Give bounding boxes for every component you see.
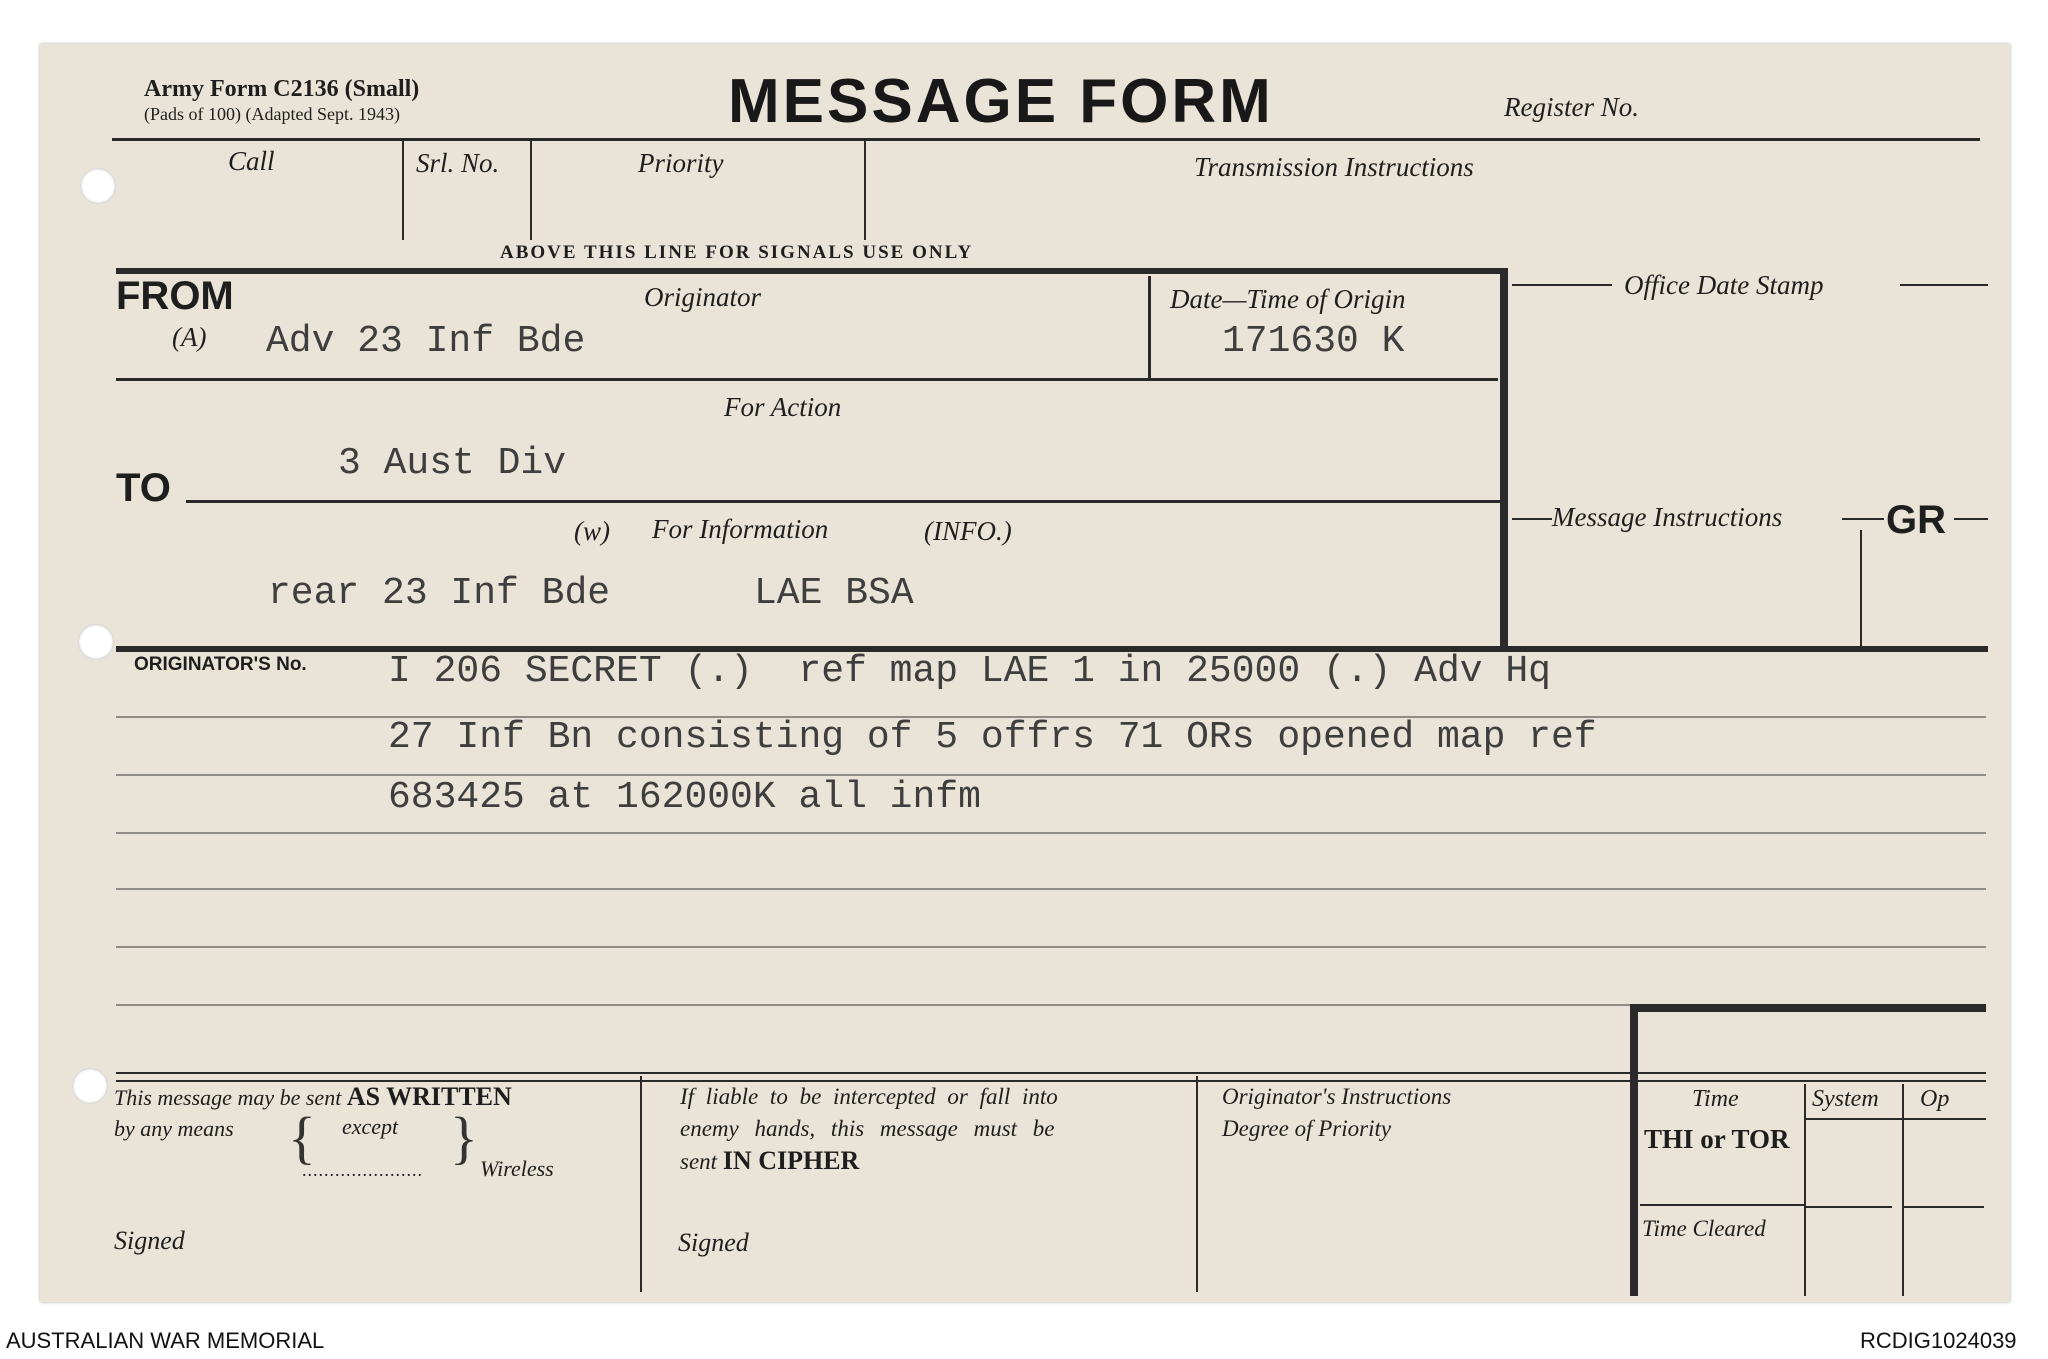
message-line-1: I 206 SECRET (.) ref map LAE 1 in 25000 (.) Adv Hq bbox=[388, 650, 1551, 693]
stamp-rule-left bbox=[1512, 284, 1612, 286]
footer-rule-1 bbox=[116, 1072, 1986, 1074]
msg-instr-rule-mid bbox=[1842, 518, 1884, 520]
archive-caption-right: RCDIG1024039 bbox=[1860, 1328, 2017, 1353]
signals-divider-1 bbox=[402, 140, 404, 240]
army-form-sub: (Pads of 100) (Adapted Sept. 1943) bbox=[144, 104, 400, 124]
time-col-divider-2 bbox=[1902, 1084, 1904, 1296]
msg-instr-rule-right bbox=[1954, 518, 1988, 520]
w-label: (w) bbox=[574, 516, 610, 546]
to-label: TO bbox=[116, 466, 171, 510]
originators-no-label: ORIGINATOR'S No. bbox=[134, 654, 307, 675]
stamp-rule-right bbox=[1900, 284, 1988, 286]
date-time-of-origin-label: Date—Time of Origin bbox=[1170, 284, 1406, 314]
from-label: FROM bbox=[116, 274, 234, 318]
time-mid-rule-1 bbox=[1640, 1204, 1804, 1206]
except-label: except bbox=[342, 1114, 399, 1139]
army-form-label: Army Form C2136 (Small) bbox=[144, 76, 420, 102]
message-instructions-label: Message Instructions bbox=[1552, 502, 1783, 532]
in-cipher-label: IN CIPHER bbox=[722, 1146, 860, 1175]
info-value-rear-bde: rear 23 Inf Bde bbox=[268, 572, 611, 615]
footer-divider-2 bbox=[1196, 1076, 1198, 1292]
left-brace: { bbox=[288, 1105, 316, 1170]
call-label: Call bbox=[228, 146, 275, 176]
from-box-top bbox=[116, 268, 1508, 274]
punch-hole-middle bbox=[78, 624, 114, 660]
cipher-text-line2: enemy hands, this message must be bbox=[680, 1116, 1055, 1141]
originator-value: Adv 23 Inf Bde bbox=[266, 320, 586, 363]
msg-instr-rule-left bbox=[1512, 518, 1552, 520]
message-rule-4 bbox=[116, 888, 1986, 890]
form-title: MESSAGE FORM bbox=[728, 67, 1274, 136]
system-label: System bbox=[1812, 1086, 1879, 1112]
info-value-lae-bsa: LAE BSA bbox=[754, 572, 914, 615]
for-action-label: For Action bbox=[724, 392, 842, 422]
time-col-divider-1 bbox=[1804, 1084, 1806, 1296]
header-rule bbox=[112, 138, 1980, 141]
time-box-top-bar bbox=[1630, 1004, 1986, 1012]
cipher-sent-label: sent bbox=[680, 1149, 718, 1174]
from-box-bottom bbox=[116, 378, 1498, 381]
priority-label: Priority bbox=[638, 148, 724, 178]
stamp-area-divider bbox=[1500, 270, 1508, 650]
time-header-rule bbox=[1806, 1118, 1986, 1120]
srl-no-label: Srl. No. bbox=[416, 148, 500, 178]
message-line-2: 27 Inf Bn consisting of 5 offrs 71 ORs opened map ref bbox=[388, 716, 1597, 759]
right-brace: } bbox=[450, 1105, 478, 1170]
a-label: (A) bbox=[172, 322, 207, 352]
transmission-instructions-label: Transmission Instructions bbox=[1194, 152, 1474, 182]
time-cleared-label: Time Cleared bbox=[1642, 1216, 1766, 1241]
thi-or-tor-label: THI or TOR bbox=[1644, 1124, 1790, 1154]
degree-of-priority-label: Degree of Priority bbox=[1222, 1116, 1392, 1141]
to-line bbox=[186, 500, 1500, 503]
gr-label: GR bbox=[1886, 498, 1946, 542]
except-dotted-blank: ...................... bbox=[302, 1160, 423, 1180]
info-label: (INFO.) bbox=[924, 516, 1012, 546]
originator-label: Originator bbox=[644, 282, 762, 312]
cipher-text-line1: If liable to be intercepted or fall into bbox=[680, 1084, 1058, 1109]
wireless-label: Wireless bbox=[480, 1156, 554, 1181]
time-mid-rule-3 bbox=[1904, 1206, 1984, 1208]
punch-hole-bottom bbox=[72, 1068, 108, 1104]
signed-label-2: Signed bbox=[678, 1228, 749, 1257]
signals-divider-3 bbox=[864, 140, 866, 240]
signals-divider-2 bbox=[530, 140, 532, 240]
signed-label-1: Signed bbox=[114, 1226, 185, 1255]
footer-divider-1 bbox=[640, 1076, 642, 1292]
signals-use-only-note: ABOVE THIS LINE FOR SIGNALS USE ONLY bbox=[500, 242, 974, 263]
register-no-label: Register No. bbox=[1504, 92, 1639, 122]
sent-line1a: This message may be sent bbox=[114, 1085, 342, 1110]
originators-instructions-label: Originator's Instructions bbox=[1222, 1084, 1452, 1109]
for-information-label: For Information bbox=[652, 514, 829, 544]
date-time-divider bbox=[1148, 276, 1151, 378]
office-date-stamp-label: Office Date Stamp bbox=[1624, 270, 1824, 300]
time-label: Time bbox=[1692, 1086, 1739, 1112]
message-rule-5 bbox=[116, 946, 1986, 948]
archive-caption-left: AUSTRALIAN WAR MEMORIAL bbox=[6, 1328, 325, 1353]
as-written-label: AS WRITTEN bbox=[346, 1082, 512, 1111]
message-line-3: 683425 at 162000K all infm bbox=[388, 776, 981, 819]
message-rule-3 bbox=[116, 832, 1986, 834]
to-value: 3 Aust Div bbox=[338, 442, 567, 485]
by-any-means-label: by any means bbox=[114, 1116, 234, 1141]
punch-hole-top bbox=[80, 168, 116, 204]
cipher-text-line3 bbox=[680, 1146, 859, 1176]
gr-box-divider bbox=[1860, 530, 1862, 646]
time-box-left-edge bbox=[1630, 1004, 1638, 1296]
op-label: Op bbox=[1920, 1086, 1950, 1112]
date-time-of-origin-value: 171630 K bbox=[1222, 320, 1405, 363]
time-mid-rule-2 bbox=[1806, 1206, 1892, 1208]
